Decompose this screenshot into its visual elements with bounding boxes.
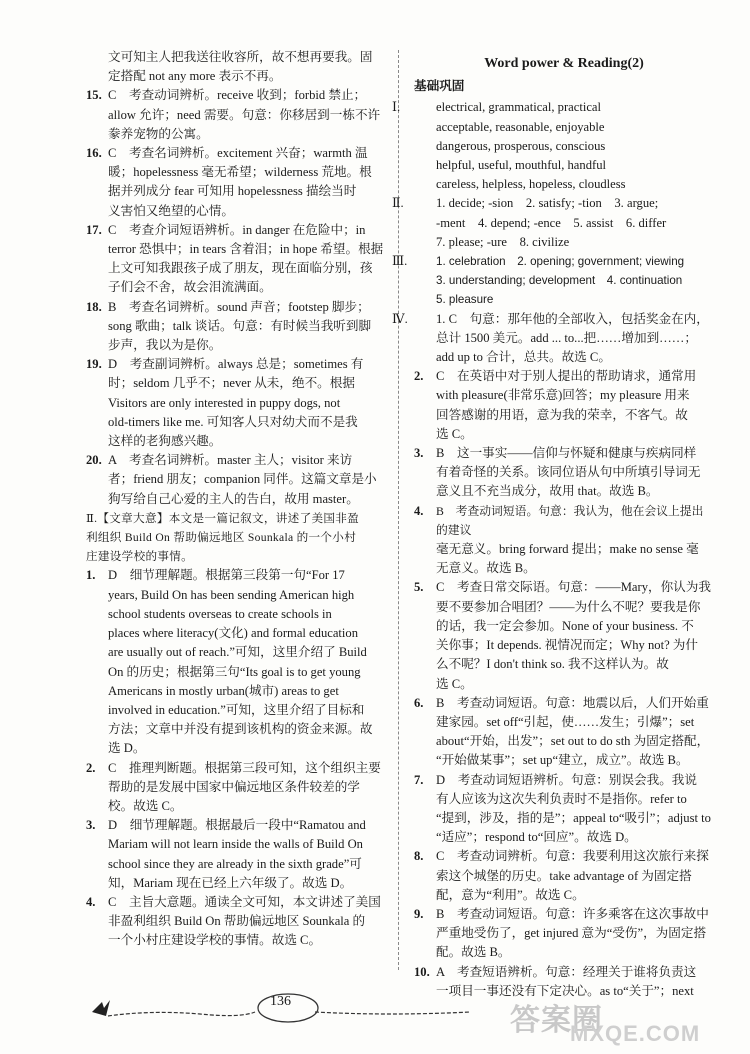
item-number: 7. xyxy=(414,772,424,787)
line: places where literacy(文化) and formal education xyxy=(108,626,359,641)
line: B 考查动词短语。句意：地震以后，人们开始重 xyxy=(436,695,709,710)
item-number: 10. xyxy=(414,964,430,979)
item-number: 4. xyxy=(414,503,424,518)
page-footer xyxy=(90,990,730,1046)
item-number: 3. xyxy=(86,818,96,833)
right-column xyxy=(392,48,714,1001)
answer-15 xyxy=(86,86,386,105)
item-number: 9. xyxy=(414,906,424,921)
line: D 细节理解题。根据最后一段中“Ramatou and xyxy=(108,818,366,833)
line: song 歌曲；talk 谈话。句意：有时候当我听到脚 xyxy=(108,318,372,333)
line: 暖；hopelessness 毫无希望；wilderness 荒地。根 xyxy=(108,165,372,180)
answer-1 xyxy=(86,566,386,585)
item-number: 18. xyxy=(86,299,102,314)
line: B 这一事实——信仰与怀疑和健康与疾病同样 xyxy=(436,446,697,461)
line: 帮助的是发展中国家中偏远地区条件较差的学 xyxy=(108,779,360,794)
line: 1. C 句意：那年他的全部收入，包括奖金在内， xyxy=(436,311,709,326)
line: 有人应该为这次失利负责时不是指你。refer to xyxy=(436,791,687,806)
line: 建家园。set off“引起，使……发生；引爆”；set xyxy=(436,714,695,729)
part-3 xyxy=(392,252,714,271)
line: 要不要参加合唱团？——为什么不呢？要我是你 xyxy=(436,599,701,614)
item-number: 2. xyxy=(414,369,424,384)
line: 选 C。 xyxy=(436,426,473,441)
item-number: 4. xyxy=(86,894,96,909)
line: 一个小村庄建设学校的事情。故选 C。 xyxy=(108,933,322,948)
roman-numeral: Ⅲ. xyxy=(392,254,408,269)
line: 5. pleasure xyxy=(436,293,494,307)
item-number: 17. xyxy=(86,222,102,237)
answer-16 xyxy=(86,144,386,163)
line: add up to 合计，总共。故选 C。 xyxy=(436,350,611,365)
watermark-logo xyxy=(510,995,750,1046)
item-number: 6. xyxy=(414,695,424,710)
line: “适应”；respond to“回应”。故选 D。 xyxy=(436,830,637,845)
left-column xyxy=(86,48,386,951)
quill-icon xyxy=(92,1000,110,1016)
article-summary: Ⅱ.【文章大意】本文是一篇记叙文，讲述了美国非盈 xyxy=(86,511,360,525)
item-number: 1. xyxy=(86,568,96,583)
line: old-timers like me. 可知客人只对幼犬而不是我 xyxy=(108,414,358,429)
line: 有着奇怪的关系。该同位语从句中所填引导词无 xyxy=(436,465,701,480)
line: 定搭配 not any more 表示不再。 xyxy=(108,69,282,84)
line: 总计 1500 美元。add ... to...把……增加到……； xyxy=(436,330,697,345)
line: 知，Mariam 现在已经上六年级了。故选 D。 xyxy=(108,875,353,890)
line: 1. celebration 2. opening; government; viewing xyxy=(436,255,685,269)
watermark-text: 答案圈 xyxy=(510,1004,603,1037)
line: 的话，我一定会参加。None of your business. 不 xyxy=(436,618,694,633)
answer-20 xyxy=(86,451,386,470)
line: Visitors are only interested in puppy dogs, not xyxy=(108,395,341,410)
line: 索这个城堡的历史。take advantage of 为固定搭 xyxy=(436,868,692,883)
line: 关你事；It depends. 视情况而定；Why not? 为什 xyxy=(436,638,698,653)
article-summary-line: 利组织 Build On 帮助偏远地区 Sounkala 的一个小村 xyxy=(86,531,357,545)
line: C 考查日常交际语。句意：——Mary，你认为我 xyxy=(436,580,711,595)
line: 非盈利组织 Build On 帮助偏远地区 Sounkala 的 xyxy=(108,914,366,929)
line: school students overseas to create schools in xyxy=(108,606,332,621)
line: 义害怕又绝望的心情。 xyxy=(108,203,234,218)
line: 回答感谢的用语，意为我的荣幸，不客气。故 xyxy=(436,407,688,422)
answer-7 xyxy=(414,771,714,790)
line: with pleasure(非常乐意)回答；my pleasure 用来 xyxy=(436,388,690,403)
line: 上文可知我跟孩子成了朋友，现在面临分别，孩 xyxy=(108,261,373,276)
roman-numeral: Ⅱ. xyxy=(392,196,404,211)
line: B 考查动词短语。句意：许多乘客在这次事故中 xyxy=(436,906,709,921)
answer-9 xyxy=(414,905,714,924)
answer-3 xyxy=(414,444,714,463)
line: 校。故选 C。 xyxy=(108,798,183,813)
part-1 xyxy=(392,98,714,117)
line: terror 恐惧中；in tears 含着泪；in hope 希望。根据 xyxy=(108,242,384,257)
line: 3. understanding; development 4. continuation xyxy=(436,274,683,288)
answer-2 xyxy=(414,367,714,386)
section-title: Word power & Reading(2) xyxy=(484,56,644,71)
line: C 考查动词辨析。句意：我要利用这次旅行来探 xyxy=(436,849,709,864)
line: 据并列成分 fear 可知用 hopelessness 描绘当时 xyxy=(108,184,357,199)
line: A 考查短语辨析。句意：经理关于谁将负责这 xyxy=(436,964,697,979)
item-number: 5. xyxy=(414,580,424,595)
line: 豢养宠物的公寓。 xyxy=(108,126,209,141)
article-summary-line: 庄建设学校的事情。 xyxy=(86,550,194,564)
answer-4 xyxy=(86,893,386,912)
section-subtitle: 基础巩固 xyxy=(414,79,465,94)
roman-numeral: Ⅳ. xyxy=(392,311,408,326)
watermark-url: MXQE.COM xyxy=(570,1021,701,1046)
line: Mariam will not learn inside the walls of Build On xyxy=(108,837,363,852)
line: 毫无意义。bring forward 提出；make no sense 毫 xyxy=(436,542,699,557)
line: 么不呢？I don't think so. 我不这样认为。故 xyxy=(436,657,669,672)
line: dangerous, prosperous, conscious xyxy=(436,138,606,153)
line: 无意义。故选 B。 xyxy=(436,561,536,576)
answer-2 xyxy=(86,759,386,778)
line: allow 允许；need 需要。句意：你移居到一栋不许 xyxy=(108,107,381,122)
part-4 xyxy=(392,310,714,329)
item-number: 15. xyxy=(86,88,102,103)
line: B 考查动词短语。句意：我认为，他在会议上提出的建议 xyxy=(436,503,704,537)
answer-17 xyxy=(86,221,386,240)
line: D 考查动词短语辨析。句意：别误会我。我说 xyxy=(436,772,697,787)
line: years, Build On has been sending American high xyxy=(108,587,355,602)
line: 配，意为“利用”。故选 C。 xyxy=(436,887,585,902)
line: involved in education.”可知，这里介绍了目标和 xyxy=(108,702,365,717)
line: “提到，涉及，指的是”；appeal to“吸引”；adjust to xyxy=(436,810,711,825)
line: school since they are already in the sixth grade”可 xyxy=(108,856,362,871)
answer-4 xyxy=(414,502,714,540)
line: 方法；文章中并没有提到该机构的资金来源。故 xyxy=(108,722,373,737)
line: acceptable, reasonable, enjoyable xyxy=(436,119,605,134)
line: 1. decide; -sion 2. satisfy; -tion 3. argue; xyxy=(436,196,659,211)
page-number: 136 xyxy=(270,994,291,1009)
line: 时；seldom 几乎不；never 从未，绝不。根据 xyxy=(108,376,355,391)
line: “开始做某事”；set up“建立，成立”。故选 B。 xyxy=(436,753,689,768)
item-number: 16. xyxy=(86,146,102,161)
line: Americans in mostly urban(城市) areas to get xyxy=(108,683,339,698)
answer-18 xyxy=(86,298,386,317)
line: C 考查名词辨析。excitement 兴奋；warmth 温 xyxy=(108,146,368,161)
line: C 考查介词短语辨析。in danger 在危险中；in xyxy=(108,222,366,237)
line: 这样的老狗感兴趣。 xyxy=(108,434,222,449)
answer-5 xyxy=(414,578,714,597)
roman-numeral: Ⅰ. xyxy=(392,100,401,115)
line: D 考查副词辨析。always 总是；sometimes 有 xyxy=(108,357,364,372)
line: 文可知主人把我送往收容所，故不想再要我。固 xyxy=(108,50,373,64)
line: 意义且不充当成分，故用 that。故选 B。 xyxy=(436,484,659,499)
line: 7. please; -ure 8. civilize xyxy=(436,234,570,249)
line: 选 D。 xyxy=(108,741,146,756)
line: electrical, grammatical, practical xyxy=(436,100,602,115)
column-divider xyxy=(398,50,399,970)
item-number: 2. xyxy=(86,760,96,775)
line: 者；friend 朋友；companion 同伴。这篇文章是小 xyxy=(108,472,377,487)
line: 狗写给自己心爱的主人的告白，故用 master。 xyxy=(108,491,359,506)
item-number: 19. xyxy=(86,357,102,372)
item-number: 8. xyxy=(414,849,424,864)
answer-10 xyxy=(414,963,714,982)
item-number: 20. xyxy=(86,453,102,468)
line: 严重地受伤了，get injured 意为“受伤”，为固定搭 xyxy=(436,926,707,941)
line: helpful, useful, mouthful, handful xyxy=(436,158,606,173)
item-number: 3. xyxy=(414,446,424,461)
line: careless, helpless, hopeless, cloudless xyxy=(436,177,626,192)
line: C 推理判断题。根据第三段可知，这个组织主要 xyxy=(108,760,381,775)
answer-3 xyxy=(86,816,386,835)
line: On 的历史；根据第三句“Its goal is to get young xyxy=(108,664,361,679)
answer-8 xyxy=(414,847,714,866)
line: 配。故选 B。 xyxy=(436,945,511,960)
answer-6 xyxy=(414,694,714,713)
answer-19 xyxy=(86,355,386,374)
line: 选 C。 xyxy=(436,676,473,691)
line: C 主旨大意题。通读全文可知，本文讲述了美国 xyxy=(108,894,381,909)
line: D 细节理解题。根据第三段第一句“For 17 xyxy=(108,568,345,583)
line: B 考查名词辨析。sound 声音；footstep 脚步； xyxy=(108,299,370,314)
line: C 考查动词辨析。receive 收到；forbid 禁止； xyxy=(108,88,367,103)
line: 步声，我以为是你。 xyxy=(108,338,222,353)
line: A 考查名词辨析。master 主人；visitor 来访 xyxy=(108,453,353,468)
part-2 xyxy=(392,194,714,213)
line: 子们会不舍，故会泪流满面。 xyxy=(108,280,272,295)
line: C 在英语中对于别人提出的帮助请求，通常用 xyxy=(436,369,697,384)
line: about“开始，出发”；set out to do sth 为固定搭配， xyxy=(436,734,710,749)
line: -ment 4. depend; -ence 5. assist 6. differ xyxy=(436,215,667,230)
line: are usually out of reach.”可知，这里介绍了 Build xyxy=(108,645,367,660)
line: 一项目一事还没有下定决心。as to“关于”；next xyxy=(436,983,694,998)
